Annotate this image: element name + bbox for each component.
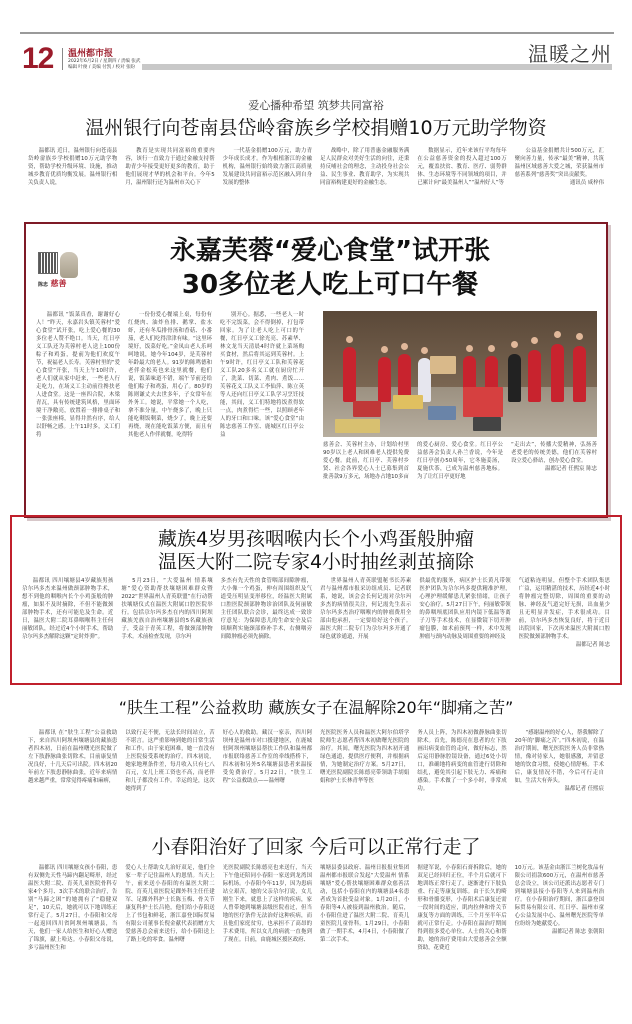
- article5-col: 10万元。该基金由浙江兰树化妆品有限公司捐款600万元，在温州市慈善总会设立，该公司还派出志愿者专门到壤塘县接小春阳等人来到温州治疗。在小春阳治疗期间，浙江嘉登国际贸易有限公司、红日亭、温州市童心公益发展中心、温州曙光医院等单位纷纷为她献爱心。 温都记者 陈忠 张朝阳: [514, 865, 604, 935]
- article1-headline[interactable]: 温州银行向苍南县岱岭畲族乡学校捐赠10万元助学物资: [85, 117, 547, 139]
- article4-col: “感谢温州的好心人，帮我解除了20年的‘脚痛之苦’。”四木初说，在温治疗期间，曙光医院医务人员非常热情，像对待家人，她很感激，并留意她的饮食习惯，使她心情舒畅。手术后，康复情况不错，今后可行走自如，生活大有奔头。 温都记者 任熙宸: [514, 730, 604, 792]
- masthead-date-line: 2022年6月2日 / 星期四 / 责编 张武: [68, 59, 141, 64]
- article1-col: 温都讯 近日，温州银行向苍南县岱岭畲族乡学校捐赠10万元助学物资，帮助学校升级环境、设施，推动城乡教育优质均衡发展。温州银行相关负责人说，: [28, 148, 118, 186]
- article5-body: [28, 864, 604, 976]
- columnist-portrait: [60, 252, 78, 278]
- article5-col: 壤塘县委县政府、温州日报报业集团温州都市报联合发起“大爱温州 情系壤塘”爱心帮扶壤塘困难群众慈善活动，包括小春阳在内的壤塘县4名患者成为首批受益对象。1月20日，小春阳等4人被接到温州救治。随后，小春阳住进了温医大附二院、育英儿童医院儿童骨科。1月29日，小春阳做了一期手术，4月4日，小春阳做了第二次手术。: [319, 865, 410, 943]
- article2-col: 的爱心厨房、爱心食堂。红日亭公益慈善会负责人孙兰香说，今年是红日亭创办50周年，它冬施姜汤，夏施伏茶，已成为温州慈善地标。为了让红日亭更好地: [417, 442, 503, 480]
- goods: [463, 387, 503, 417]
- article2-headline-line1[interactable]: 永嘉芙蓉“爱心食堂”试开张: [169, 236, 491, 266]
- article4-signature: 温都记者 任熙宸: [564, 786, 604, 792]
- paper-name: 温州都市报: [68, 49, 114, 59]
- goods: [335, 419, 380, 433]
- top-rule: [20, 32, 614, 34]
- article3-headline-line1[interactable]: 藏族4岁男孩咽喉内长个小鸡蛋般肿瘤: [157, 528, 475, 550]
- charity-column-badge: [38, 252, 84, 296]
- article3-col: 世界温州人青英联盟秘书长苏素君与温州都市报采访组成员、记者联系，她说，该会会长何记霞对尕尔玛多杰的病情很关注，何记霞先生表示尕尔玛多杰治疗咽喉内的肿瘤费用全部由他承担，一定要给好这个孩子。温医大附二院专门为尕尔玛多开通了绿色就诊通道，开展: [319, 578, 412, 640]
- article3-col: 5月23日，“大爱温州 情系壤塘”爱心资助帮扶壤塘困难群众暨2022“世界温州人青英联盟”在行动帮扶壤塘仪式在温医大附属口腔医院举行。包括尕尔玛多杰在内的四川阿坝藏族羌族自治州壤塘县的5名藏族孩子，受益于青英工程，将做颈部肿物手术。术前检查发现，尕尔玛: [121, 578, 213, 640]
- article4-body: [28, 729, 604, 819]
- donation-box: [430, 356, 456, 374]
- person: [508, 354, 521, 402]
- article3-col: 多杰有先天性的食管咽部间隙肿瘤，大小像一个鸡蛋，伸有周围组织及气道受压明显变形移位，经温医大附属口腔医院颈部肿物诊治团队及何丽敏主任团队联合会诊，最终达成一致诊疗意见：为保障患儿的生命安全及后续顺利实施颈部修补手术，右侧咽旁间隙肿瘤必须先摘除。: [220, 578, 312, 640]
- article2-col: 慈善会、芙蓉村主办，计划给村里90岁以上老人和困难老人提供免费爱心餐。此前，红日亭、芙蓉村乡贤、社会各界爱心人士已募集到首批善款9万多元，场地办占地10多亩: [323, 442, 409, 480]
- article3-body: [22, 577, 610, 677]
- rice-bags: [353, 401, 381, 417]
- article1-kicker: 爱心播种希望 筑梦共同富裕: [248, 99, 384, 112]
- article1-body: [28, 147, 604, 203]
- article2-col: 别开心。据悉，一些老人一时吃不完饭菜，会不得倒掉，打包带回家。为了让老人吃上可口的午餐，红日亭义工徐光亮、苏素华、林文龙当天清晨4时许就上菜场购买食材，然后将其运到芙蓉村。上午9时许，红日亭义工队和芙蓉花义工队20多名义工就在厨房忙开了，洗菜、切菜、煮肉、煮饭……芙蓉花义工队义工李仙萍、陈立英等人还向红日亭义工队学习烹饪技能，其间，义工们特地将饭煮得软一点，肉煮得烂一些，以照顾老年人的牙口和口味。该“爱心食堂”由陈忠慈善工作室、鹿城区红日亭公益: [220, 312, 304, 438]
- person: [573, 346, 586, 402]
- article3-col: 气道粘连明显，但整个手术团队集思广益，运用精湛的技术，历经近4小时将肿瘤完整切除，周围的重要的动脉、神经及气道完好无损，出血量少且无明显并发症，手术很成功。目前，尕尔玛多杰恢复良好，将于近日出院回家，下次再来温医大附属口腔医院做颈部肿物手术。 温都记者 陈忠: [518, 578, 610, 648]
- article1-col: 公益基金捐赠共计500万元，汇聚向善力量，传承“最美”精神，共筑温州区域慈善大爱之城，荣获温州市慈善系列“慈善奖”突出贡献奖。 通讯员 咸梓伟: [514, 148, 604, 186]
- article2-body-right: [323, 441, 597, 511]
- article2-photo[interactable]: [323, 311, 597, 437]
- page-number: 12: [22, 42, 54, 75]
- article2-col: “走出去”，传播大爱精神，弘扬善老爱老的传统美德，他们在芙蓉村设立爱心驿站，创办爱心食堂。 温都记者 任熙宸 陈忠: [511, 442, 597, 472]
- article2-headline-line2[interactable]: 30多位老人吃上可口午餐: [181, 270, 479, 300]
- article1-col: 教育是实现共同富裕的重要内容，该行一直致力于通过金融支持帮助青少年接受更好更多的教育，助于他们展现才华的机会和平台。今年5月，温州银行还为温州市关心下: [125, 148, 215, 186]
- badge-label-small: 陈忠: [38, 282, 49, 288]
- person: [378, 357, 391, 402]
- article1-col: 战略中，除了用普惠金融服务满足人民群众对美好生活的向往，还秉持反哺社会的理念，主动投身社会公益、民生事业、教育助学，为实现共同富裕构建更好的金融生态。: [319, 148, 410, 186]
- article5-col: 爱心人士帮助女儿治好双足，他们全家一辈子记住温州人的恩情。当天上午，前来送小春阳的有温医大附二院、育英儿童医院足踝外科主任任建军、足踝外科护士长陈玉梅、骨关节康复科护士长吕艳，他们给小春阳送上了书包和鲜花，浙江嘉登国际贸易有限公司董事长倪金献代表捐赠方大爱慈善总会前来送行，给小春阳送上了路上吃的零食。温州曙: [125, 865, 215, 943]
- section-title: 温暖之州: [528, 42, 612, 66]
- article1-signature: 通讯员 咸梓伟: [569, 180, 604, 186]
- goods: [428, 406, 456, 420]
- article2-col: 一份份爱心餐端上桌，每份有红烧肉、油炸鱼排、鹅掌、盐水虾，还有冬瓜排骨汤和香菇、小番茄，老人们吃得津津有味。“这里环境好，饭菜好吃。”金凤山老人乐呵呵地说，她今年104岁，是芙蓉村年龄最大的老人。91岁的陈鸣德和老伴金松英也来这里就餐，他们说，饭菜味道不错，端午节前还给他们粽子和鸡蛋，用心了。80岁的陈则谦丈夫去世多年，子女常年在外务工。她说，平常她一个人吃，拿不准分量，中午烧多了，晚上只能吃剩饭剩菜，烧少了，晚上还要再烧，现在能吃饭菜方便，而且有其他老人作伴就餐，吃得特: [128, 312, 212, 438]
- egg-crate: [473, 417, 501, 431]
- article1-col: 数据显示，近年来该行平均每年在公益慈善资金的投入超过100万元，覆盖扶贫、教育、医疗、弱势群体、生态环境等不同领域的项目，并已累计向“最美温州人”“温州好人”等: [417, 148, 507, 186]
- article5-headline[interactable]: 小春阳治好了回家 今后可以正常行走了: [151, 836, 481, 858]
- badge-label-big: 慈善: [50, 279, 67, 288]
- article4-headline[interactable]: “肤生工程”公益救助 藏族女子在温解除20年“脚痛之苦”: [118, 698, 514, 717]
- article4-col: 光医院医务人员和温医大阿尔伯塔学院师生志愿者帮四木初做曙光医院的治疗。其间，曙光医院为四木初开通绿色通道，提供医疗便利，并根据病情，为她制定治疗方案。5月27日，曙光医院副院长陈德亮带领助手胡娟娟和护士长林青华等医: [319, 730, 410, 784]
- masthead: [22, 44, 614, 74]
- person: [551, 344, 564, 402]
- goods: [393, 395, 423, 409]
- article4-col: 温都讯 在“肤生工程”公益救助下，来自四川阿坝州壤塘县的藏族患者四木初，日前在温州曙光医院做了左下肢静脉曲张切除术，目前康复情况良好，十几天后可出院。四木初20年前左下肢患静脉曲张，近年来病情越来越严重，常常觉得疼痛和麻痹，: [28, 730, 118, 784]
- person: [528, 350, 541, 402]
- article2-signature: 温都记者 任熙宸 陈忠: [545, 466, 597, 472]
- masthead-divider: [62, 48, 63, 70]
- article2-col: 温都讯 “饭菜真香，谢谢好心人！”昨天，永嘉岩头镇芙蓉村“爱心食堂”试开张，吃上爱心餐的30多位老人赞不绝口。当天，红日亭义工队还为芙蓉村老人送上100份粽子和鸡蛋，提前为他们欢度午节，祝福老人长寿。芙蓉村里的“爱心食堂”开张，当天上午10时许，老人们就从家中赶来，一些老人行走吃力，在场义工主动前往搀扶老人进食堂。这是一座四合院，木梁青瓦，具有传统建筑风格，里面环境干净敞亮，放置着一排排桌子和一张张座椅，显得井然有序，给人以舒畅之感。上午11时多，义工们将: [36, 312, 120, 438]
- article3-col: 温都讯 四川壤塘县4岁藏族男孩尕尔玛多杰来温州做颈部肿物手术，想不到他的咽喉内长个小鸡蛋般的肿瘤，如果不及时摘除，不但不能做颈部肿物手术，还有可能危及生命。近日，温医大附二院耳鼻咽喉科主任何丽敏团队，经过近4个小时手术，帮助尕尔玛多杰解除这颗“定时炸弹”。: [22, 578, 114, 640]
- article3-signature: 温都记者 陈忠: [575, 642, 610, 648]
- article5-col: 光医院副院长陈德亮也来送行，当天下午他还陪同小春阳一家送到龙湾国际机场。小春阳今年11岁，因为患病站立艰苦，她的父亲尕尔打说，女儿刚生下来，就患上了这样的疾病，家人曾带她到壤塘县级医院看过，但当地的医疗条件无法治好这种疾病，而且他们家庭贫穷，也承担不了高昂的手术费用，所以女儿的病就一直拖到了现在。日前，由鹿城区援区政府、: [222, 865, 312, 943]
- article5-col: 据建军说，小春阳石膏拆除后，她的双足已经回归正位，半个月后就可下地训练正常行走了，逐渐进行下肢负重、行走等康复训练。由于长久的畸形和骨骼变形，小春阳术后康复还需一段时间的适应，肌肉拉伸和骨关节康复等方面的训练，三个月至半年后就可正常行走。小春阳在温治疗期间得到很多爱心单位、人士的关心和帮助，她的治疗费用由大爱慈善会全额资助，花费近: [417, 865, 507, 951]
- article4-col: 以致行走不便，无法长时间站立，苦不堪言。这严重影响到她的日常生活和工作。由于家庭困难，她一直没有上医院接受系统的治疗。四木初说，她家地理条件差，每月收入只有七八百元，女儿上班工资也不高，而老伴和儿子都没有工作。幸运的是，这次她得到了: [125, 730, 215, 792]
- person: [343, 347, 356, 402]
- article4-col: 好心人的救助。藏汉一家亲，四川阿坝州是温州市对口援建地区，在鹿城驻阿坝州壤塘县帮扶工作队和温州都市报联络慈善工作室的牵线搭桥下，四木初和另外5名壤塘县患者来温接受免费治疗。5月22日，“肤生工程”公益救助点——温州曙: [222, 730, 312, 784]
- article3-col: 供最优的服务，病区护士长黄凡带领医护团队为尕尔玛多提供精准护理，心理护理缓解患儿紧张情绪，让孩子安心治疗。5月27日下午，何丽敏带领的鼻咽颅底团队应用内镜下低温等离子刀等手术技术，在显微镜下切开肿瘤包膜，如术前预判一样，术中发现肿瘤与颈内动脉及周围重要的神经及: [419, 578, 511, 640]
- masthead-staff-line: 编辑 叶俊 / 美编 付凯 / 校对 张盼: [68, 65, 136, 70]
- article3-headline-line2[interactable]: 温医大附二院专家4小时抽丝剥茧摘除: [157, 551, 475, 573]
- article1-col: 一代基金捐赠100万元，助力青少年成长成才。作为根植浙江的金融机构，温州银行始终致力浙江高质量发展建设共同富裕示范区融入到自身发展的整体: [222, 148, 312, 186]
- article5-col: 温都讯 四川壤塘女孩小春阳，患有双侧先天性马蹄内翻足畸形，经过温医大附二院、育英儿童医院骨科专家4个多月、3次手术的联合治疗，告别“马蹄之困”的她拥有了“稳健双足”，10天后，她就可以下地训练正常行走了。5月27日，小春阳和父母一起返回四川省阿坝州壤塘县，当天，他们一家人给医生和好心人赠送了锦旗，献上哈达。小春阳父母说，多亏温州医生和: [28, 865, 118, 951]
- article4-col: 务人员上阵，为四木初做静脉曲张切除术。首先，陈德亮在患者的左下肢画出病变血管的走向，做好标志，然后运用静脉腔镜设备，通过6处小切口，准确地将病变的血管进行切除和结扎，避免其引起下肢无力、疼痛和感染。手术做了一个多小时，非常成功。: [417, 730, 507, 792]
- article2-body-left: [36, 311, 304, 511]
- article5-signature: 温都记者 陈忠 张朝阳: [552, 929, 604, 935]
- qr-code-icon: [38, 252, 58, 274]
